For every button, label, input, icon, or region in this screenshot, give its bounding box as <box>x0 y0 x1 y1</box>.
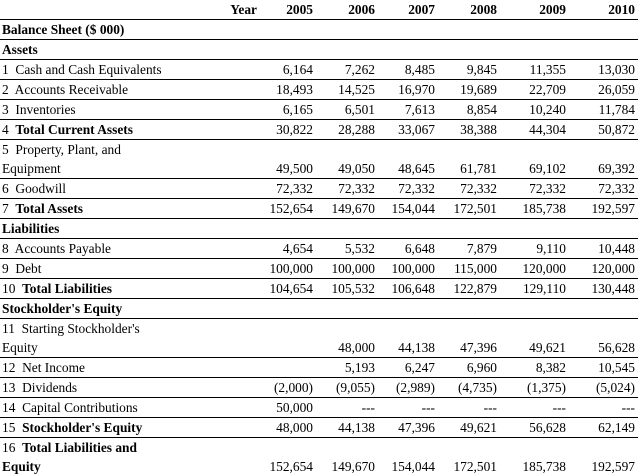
year-label: Year <box>206 0 260 20</box>
cell-value: 9,845 <box>438 60 500 80</box>
row-label: 3 Inventories <box>0 100 206 120</box>
table-row <box>0 199 638 219</box>
cell-value: 100,000 <box>378 259 438 279</box>
cell-value: 106,648 <box>378 279 438 299</box>
row-label: 14 Capital Contributions <box>0 398 206 418</box>
cell-value: 115,000 <box>438 259 500 279</box>
cell-value: (2,989) <box>378 378 438 398</box>
cell-value: 48,645 <box>378 140 438 179</box>
section-liabilities-title: Liabilities <box>0 219 638 239</box>
cell-value: 6,501 <box>316 100 378 120</box>
cell-value: 61,781 <box>438 140 500 179</box>
cell-value: 8,485 <box>378 60 438 80</box>
table-row <box>0 378 638 398</box>
section-equity-title: Stockholder's Equity <box>0 299 638 319</box>
cell-value: 129,110 <box>500 279 569 299</box>
cell-value: 48,000 <box>316 319 378 358</box>
cell-value: 172,501 <box>453 459 497 474</box>
table-row <box>0 60 638 80</box>
cell-value: 30,822 <box>260 120 316 140</box>
row-label: 11 Starting Stockholder's Equity <box>0 319 206 358</box>
row-label: 5 Property, Plant, and Equipment <box>0 140 206 179</box>
cell-value: --- <box>438 398 500 418</box>
cell-value: 50,872 <box>569 120 638 140</box>
section-assets-title: Assets <box>0 40 638 60</box>
cell-value: 49,050 <box>316 140 378 179</box>
year-2005: 2005 <box>260 0 316 20</box>
cell-value: 154,044 <box>391 459 435 474</box>
cell-value: 185,738 <box>522 459 566 474</box>
cell-value: 56,628 <box>569 319 638 358</box>
section-assets <box>0 40 638 60</box>
cell-value: 56,628 <box>500 418 569 438</box>
cell-value: 72,332 <box>569 179 638 199</box>
cell-value: 69,102 <box>500 140 569 179</box>
cell-value: 44,138 <box>378 319 438 358</box>
table-row <box>0 80 638 100</box>
row-label: 13 Dividends <box>0 378 206 398</box>
cell-value: 10,448 <box>569 239 638 259</box>
cell-value: 14,525 <box>316 80 378 100</box>
cell-value: 10,545 <box>569 358 638 378</box>
section-liabilities <box>0 219 638 239</box>
cell-value: (4,735) <box>438 378 500 398</box>
table-row <box>0 140 638 179</box>
cell-value: 22,709 <box>500 80 569 100</box>
cell-value: 149,670 <box>331 459 375 474</box>
cell-value: 62,149 <box>569 418 638 438</box>
cell-value: 50,000 <box>260 398 316 418</box>
row-label: 2 Accounts Receivable <box>0 80 206 100</box>
cell-value <box>260 358 316 378</box>
cell-value: 72,332 <box>316 179 378 199</box>
cell-value: 120,000 <box>569 259 638 279</box>
cell-value: 6,960 <box>438 358 500 378</box>
cell-value: 185,738 <box>500 199 569 219</box>
cell-value: 10,240 <box>500 100 569 120</box>
year-2007: 2007 <box>378 0 438 20</box>
cell-value: (1,375) <box>500 378 569 398</box>
cell-value: 49,621 <box>438 418 500 438</box>
cell-value: 9,110 <box>500 239 569 259</box>
table-row <box>0 358 638 378</box>
table-row <box>0 418 638 438</box>
cell-value: 47,396 <box>378 418 438 438</box>
cell-value: 149,670 <box>316 199 378 219</box>
cell-value: 120,000 <box>500 259 569 279</box>
table-row <box>0 279 638 299</box>
row-label: 4 Total Current Assets <box>0 120 206 140</box>
year-2008: 2008 <box>438 0 500 20</box>
row-label: 1 Cash and Cash Equivalents <box>0 60 206 80</box>
cell-value: 122,879 <box>438 279 500 299</box>
cell-value: 7,613 <box>378 100 438 120</box>
year-2009: 2009 <box>500 0 569 20</box>
cell-value: 38,388 <box>438 120 500 140</box>
cell-value: 47,396 <box>438 319 500 358</box>
cell-value: 33,067 <box>378 120 438 140</box>
cell-value: 105,532 <box>316 279 378 299</box>
cell-value: 5,193 <box>316 358 378 378</box>
section-equity <box>0 299 638 319</box>
cell-value: 6,164 <box>260 60 316 80</box>
cell-value: 6,165 <box>260 100 316 120</box>
cell-value <box>260 319 316 358</box>
cell-value: 192,597 <box>569 199 638 219</box>
table-row <box>0 239 638 259</box>
cell-value: 7,262 <box>316 60 378 80</box>
cell-value: 7,879 <box>438 239 500 259</box>
row-label: 16 Total Liabilities and Equity <box>2 440 137 474</box>
cell-value: 11,355 <box>500 60 569 80</box>
cell-value: 192,597 <box>591 459 635 474</box>
cell-value: 69,392 <box>569 140 638 179</box>
cell-value: --- <box>316 398 378 418</box>
table-row <box>0 100 638 120</box>
cell-value: 100,000 <box>316 259 378 279</box>
cell-value: --- <box>378 398 438 418</box>
table-row <box>0 120 638 140</box>
cell-value: 6,247 <box>378 358 438 378</box>
row-label: 7 Total Assets <box>0 199 206 219</box>
cell-value: 8,854 <box>438 100 500 120</box>
cell-value: 72,332 <box>378 179 438 199</box>
header-blank <box>0 0 206 20</box>
cell-value: 100,000 <box>260 259 316 279</box>
cell-value: 4,654 <box>260 239 316 259</box>
cell-value: 72,332 <box>260 179 316 199</box>
cell-value: 8,382 <box>500 358 569 378</box>
cell-value: 152,654 <box>269 459 313 474</box>
cell-value: 49,500 <box>260 140 316 179</box>
row-label: 9 Debt <box>0 259 206 279</box>
cell-value: 5,532 <box>316 239 378 259</box>
cell-value: 6,648 <box>378 239 438 259</box>
table-row <box>0 319 638 358</box>
cell-value: 26,059 <box>569 80 638 100</box>
table-row <box>0 179 638 199</box>
row-label: 15 Stockholder's Equity <box>0 418 206 438</box>
cell-value: 172,501 <box>438 199 500 219</box>
cell-value: (9,055) <box>316 378 378 398</box>
cell-value: 72,332 <box>438 179 500 199</box>
cell-value: 19,689 <box>438 80 500 100</box>
cell-value: 44,304 <box>500 120 569 140</box>
title-row <box>0 20 638 40</box>
cell-value: 16,970 <box>378 80 438 100</box>
row-label: 8 Accounts Payable <box>0 239 206 259</box>
cell-value: 11,784 <box>569 100 638 120</box>
cell-value: 18,493 <box>260 80 316 100</box>
row-label: 10 Total Liabilities <box>0 279 206 299</box>
cell-value: --- <box>500 398 569 418</box>
cell-value: --- <box>569 398 638 418</box>
cell-value: 72,332 <box>500 179 569 199</box>
cell-value: (2,000) <box>260 378 316 398</box>
table-row <box>0 438 638 476</box>
cell-value: 152,654 <box>260 199 316 219</box>
page-title: Balance Sheet ($ 000) <box>0 20 638 40</box>
row-label: 12 Net Income <box>0 358 206 378</box>
cell-value: 154,044 <box>378 199 438 219</box>
table-row <box>0 398 638 418</box>
cell-value: 28,288 <box>316 120 378 140</box>
year-2006: 2006 <box>316 0 378 20</box>
cell-value: 130,448 <box>569 279 638 299</box>
header-row <box>0 0 638 20</box>
year-2010: 2010 <box>569 0 638 20</box>
cell-value: 13,030 <box>569 60 638 80</box>
cell-value: 104,654 <box>260 279 316 299</box>
table-row <box>0 259 638 279</box>
cell-value: 48,000 <box>260 418 316 438</box>
row-label: 6 Goodwill <box>0 179 206 199</box>
cell-value: (5,024) <box>569 378 638 398</box>
cell-value: 49,621 <box>500 319 569 358</box>
cell-value: 44,138 <box>316 418 378 438</box>
